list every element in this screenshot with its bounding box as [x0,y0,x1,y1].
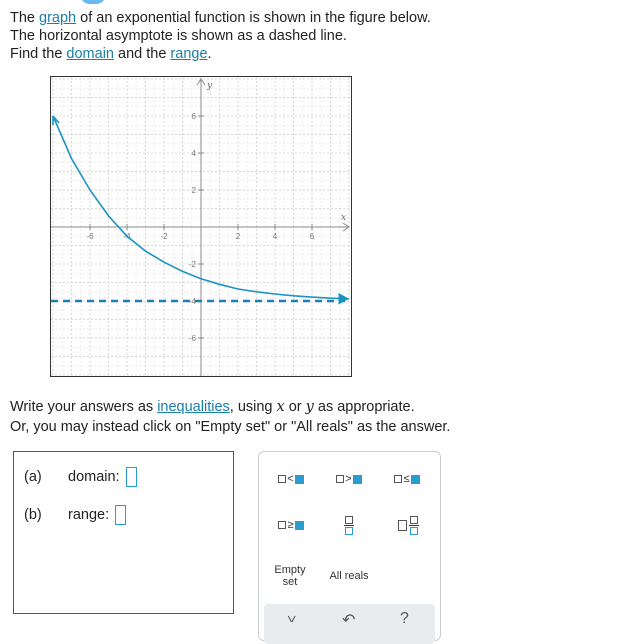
range-link[interactable]: range [170,46,208,62]
filled-box-icon [411,475,420,484]
filled-box-icon [353,475,362,484]
y-tick-label: 4 [191,149,196,158]
exponential-graph [50,76,352,377]
filled-box-icon [295,475,304,484]
prompt-text: Find the [10,46,67,62]
all-reals-button[interactable] [321,566,377,586]
empty-set-label: Empty [274,564,306,576]
inequalities-link[interactable]: inequalities [157,399,230,415]
top-tab-indicator [80,0,106,4]
x-axis-label: x [341,213,347,223]
placeholder-box-icon [336,475,344,483]
prompt-text: The [10,10,40,26]
placeholder-box-icon [278,521,286,529]
greater-than-symbol: > [345,473,352,485]
help-icon[interactable]: ? [400,610,409,627]
y-axis-label: y [207,81,213,91]
x-tick-label: -6 [86,232,94,241]
part-a-label: (a) [24,469,42,485]
problem-prompt [10,9,431,63]
domain-label: domain: [68,469,120,485]
instr-text: Write your answers as [10,399,158,415]
y-tick-label: -2 [188,260,196,269]
instr-text: , using [229,399,277,415]
part-b-label: (b) [24,507,42,523]
math-keypad [258,451,441,641]
domain-input[interactable] [126,467,137,487]
mixed-number-button[interactable] [391,510,425,540]
answer-area [13,451,234,614]
range-row [24,505,126,525]
x-tick-label: 4 [272,232,278,241]
placeholder-box-icon [278,475,286,483]
greater-equal-symbol: ≥ [287,519,294,531]
graph-svg [51,77,351,376]
undo-icon[interactable]: ↶ [342,612,356,629]
greater-equal-button[interactable] [273,516,309,534]
keypad-action-bar [264,604,435,644]
less-than-button[interactable] [273,470,309,488]
instr-text: as appropriate. [313,399,415,415]
y-tick-label: 2 [191,186,196,195]
domain-link[interactable]: domain [66,46,114,62]
curve-arrow-right [339,294,348,304]
x-tick-label: -2 [160,232,168,241]
var-x: x [276,399,285,415]
greater-than-button[interactable] [331,470,367,488]
answer-instructions [10,397,450,437]
prompt-text: and the [113,46,171,62]
empty-set-label-2: set [282,576,298,588]
prompt-text: of an exponential function is shown in the figure below. [76,10,431,26]
whole-box-icon [398,520,407,531]
y-tick-label: 6 [191,112,196,121]
x-tick-label: 2 [235,232,241,241]
fraction-button[interactable] [337,510,361,540]
instr-empty-set-text: Or, you may instead click on "Empty set" or "All reals" as the answer. [10,419,451,435]
mixed-fraction-icon [409,516,419,535]
y-tick-label: -4 [188,297,196,306]
x-tick-label: -4 [123,232,131,241]
range-label: range: [68,507,110,523]
domain-row [24,467,137,487]
placeholder-box-icon [394,475,402,483]
less-equal-button[interactable] [389,470,425,488]
less-than-symbol: < [287,473,294,485]
x-tick-label: 6 [309,232,315,241]
instr-text: or [284,399,306,415]
range-input[interactable] [115,505,126,525]
empty-set-button[interactable] [267,562,313,590]
all-reals-label: All reals [329,570,369,582]
prompt-asymptote-text: The horizontal asymptote is shown as a dashed line. [10,28,347,44]
fraction-icon [344,516,354,535]
less-equal-symbol: ≤ [403,473,410,485]
graph-link[interactable]: graph [39,10,77,26]
filled-box-icon [295,521,304,530]
check-icon[interactable]: > [282,615,300,623]
y-tick-label: -6 [188,334,196,343]
prompt-text: . [207,46,212,62]
var-y: y [305,399,314,415]
